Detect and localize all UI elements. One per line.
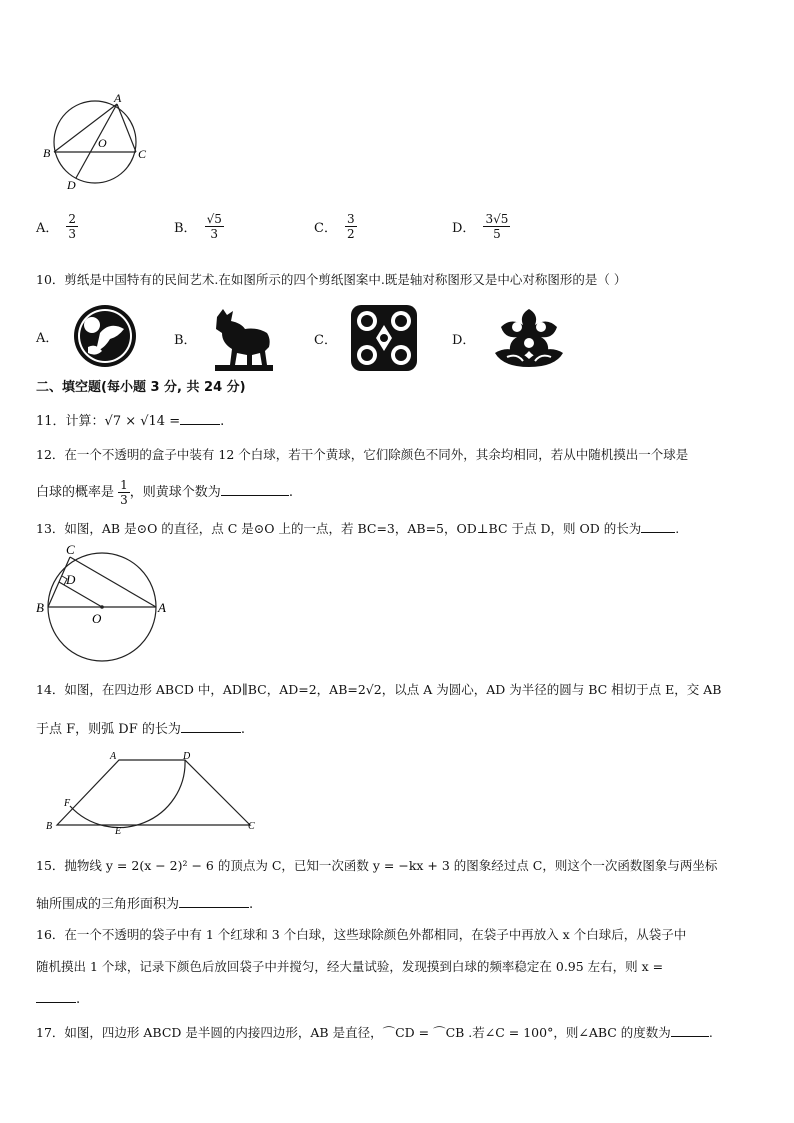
q13-chord-ca <box>70 557 156 607</box>
q12-line1: 12．在一个不透明的盒子中装有 12 个白球，若干个黄球，它们除颜色不同外，其余均相同，若从中随机摸出一个球是 <box>36 447 689 462</box>
q14-trapezoid <box>57 760 250 825</box>
paper-cut-round-icon <box>70 303 140 369</box>
q11-text: 11．计算：√7 × √14 = <box>36 414 181 429</box>
q9-label-a: A <box>114 92 122 105</box>
q13-label-b: B <box>36 600 44 615</box>
q13 <box>36 518 679 539</box>
q15-end: . <box>249 897 254 912</box>
q12-line2 <box>36 478 293 508</box>
q14-line2 <box>36 718 245 740</box>
q10-option-d <box>452 303 571 373</box>
q9-label-c: C <box>138 147 147 161</box>
q9-line-ad <box>76 104 117 178</box>
q9-figure <box>40 92 160 192</box>
section-heading-fill-in: 二、填空题(每小题 3 分, 共 24 分) <box>36 380 246 395</box>
q13-label-d: D <box>66 572 76 587</box>
q13-figure <box>34 544 174 668</box>
q9-option-b-fraction: $\frac{√5}{3}$ <box>206 212 222 241</box>
q16-line1: 16．在一个不透明的袋子中有 1 个红球和 3 个白球，这些球除颜色外都相同，在袋子中再放入 x 个白球后，从袋子中 <box>36 927 687 942</box>
q17-end: . <box>708 1025 713 1040</box>
q9-option-b-letter: B． <box>174 221 197 236</box>
q14-label-f: F <box>64 798 71 809</box>
q11-end: . <box>220 414 225 429</box>
q10-text: 10．剪纸是中国特有的民间艺术.在如图所示的四个剪纸图案中.既是轴对称图形又是中心对称图形的是（ ） <box>36 272 627 287</box>
q13-label-o: O <box>92 611 102 626</box>
q9-label-d: D <box>67 178 76 192</box>
paper-cut-square-flower-icon <box>349 303 419 373</box>
q10-option-b-letter: B． <box>174 332 197 348</box>
q17-answer-blank[interactable] <box>671 1022 709 1037</box>
q9-line-ba <box>54 104 117 152</box>
q15-line2 <box>36 893 253 915</box>
q16-line2: 随机摸出 1 个球，记录下颜色后放回袋子中并搅匀，经大量试验，发现摸到白球的频率稳定在 0.95 左右，则 x = <box>36 959 664 974</box>
q9-label-o: O <box>98 136 107 150</box>
q16-end: . <box>76 992 81 1007</box>
q10-option-a <box>36 303 140 369</box>
q14-answer-blank[interactable] <box>181 718 241 733</box>
q13-label-c: C <box>66 544 75 557</box>
q17-text: 17．如图，四边形 ABCD 是半圆的内接四边形，AB 是直径，⌒CD = ⌒CB .若∠C = 100°，则∠ABC 的度数为 <box>36 1025 671 1040</box>
q9-option-a <box>36 212 78 241</box>
q13-center-dot <box>100 605 104 609</box>
q15-line1: 15．抛物线 y = 2(x − 2)² − 6 的顶点为 C，已知一次函数 y = −kx + 3 的图象经过点 C，则这个一次函数图象与两坐标 <box>36 858 718 873</box>
q14-label-e: E <box>115 826 122 836</box>
q14-label-b: B <box>46 821 53 832</box>
q9-option-a-fraction: $\frac{2}{3}$ <box>68 212 77 241</box>
q12-line2-pre: 白球的概率是 <box>36 485 115 500</box>
q9-option-b <box>174 212 224 241</box>
q13-text: 13．如图，AB 是⊙O 的直径，点 C 是⊙O 上的一点，若 BC=3，AB=5，OD⊥BC 于点 D，则 OD 的长为 <box>36 521 642 536</box>
q14-end: . <box>240 722 246 737</box>
q11 <box>36 410 224 432</box>
q11-answer-blank[interactable] <box>180 410 220 425</box>
q9-label-b: B <box>43 146 51 160</box>
q9-option-d-letter: D． <box>452 221 476 236</box>
q12-answer-blank[interactable] <box>221 481 289 496</box>
q9-option-d-fraction: $\frac{3√5}{5}$ <box>485 212 509 241</box>
paper-cut-flower-pattern-icon <box>487 303 571 373</box>
q10-option-a-letter: A． <box>36 330 59 346</box>
q12-line2-post: ，则黄球个数为 <box>129 485 221 500</box>
q13-label-a: A <box>158 600 166 615</box>
q14-label-a: A <box>110 751 117 762</box>
q12-end: . <box>288 485 293 500</box>
paper-cut-deer-icon <box>209 303 279 373</box>
q13-end: . <box>675 521 680 536</box>
q14-label-c: C <box>248 821 255 832</box>
q14-line1: 14．如图，在四边形 ABCD 中，AD∥BC，AD=2，AB=2√2，以点 A 为圆心，AD 为半径的圆与 BC 相切于点 E，交 AB <box>36 682 722 697</box>
q10-option-d-letter: D． <box>452 332 476 348</box>
q17 <box>36 1022 713 1043</box>
q10-option-c-letter: C． <box>314 332 337 348</box>
q14-label-d: D <box>183 751 191 762</box>
q12-fraction: $\frac{1}{3}$ <box>120 478 128 507</box>
q9-option-d <box>452 212 510 241</box>
q15-answer-blank[interactable] <box>179 893 249 908</box>
q10-option-b <box>174 303 279 373</box>
q9-option-c <box>314 212 357 241</box>
q10-option-c <box>314 303 419 373</box>
q14-figure <box>40 750 270 836</box>
q9-option-c-letter: C． <box>314 221 337 236</box>
q16-answer-blank[interactable] <box>36 988 76 1003</box>
q9-option-a-letter: A． <box>36 221 59 236</box>
q15-line2-text: 轴所围成的三角形面积为 <box>36 897 180 912</box>
q13-answer-blank[interactable] <box>641 518 675 533</box>
q16-line3 <box>36 988 80 1010</box>
q14-line2-text: 于点 F，则弧 DF 的长为 <box>36 722 181 737</box>
q9-option-c-fraction: $\frac{3}{2}$ <box>346 212 355 241</box>
